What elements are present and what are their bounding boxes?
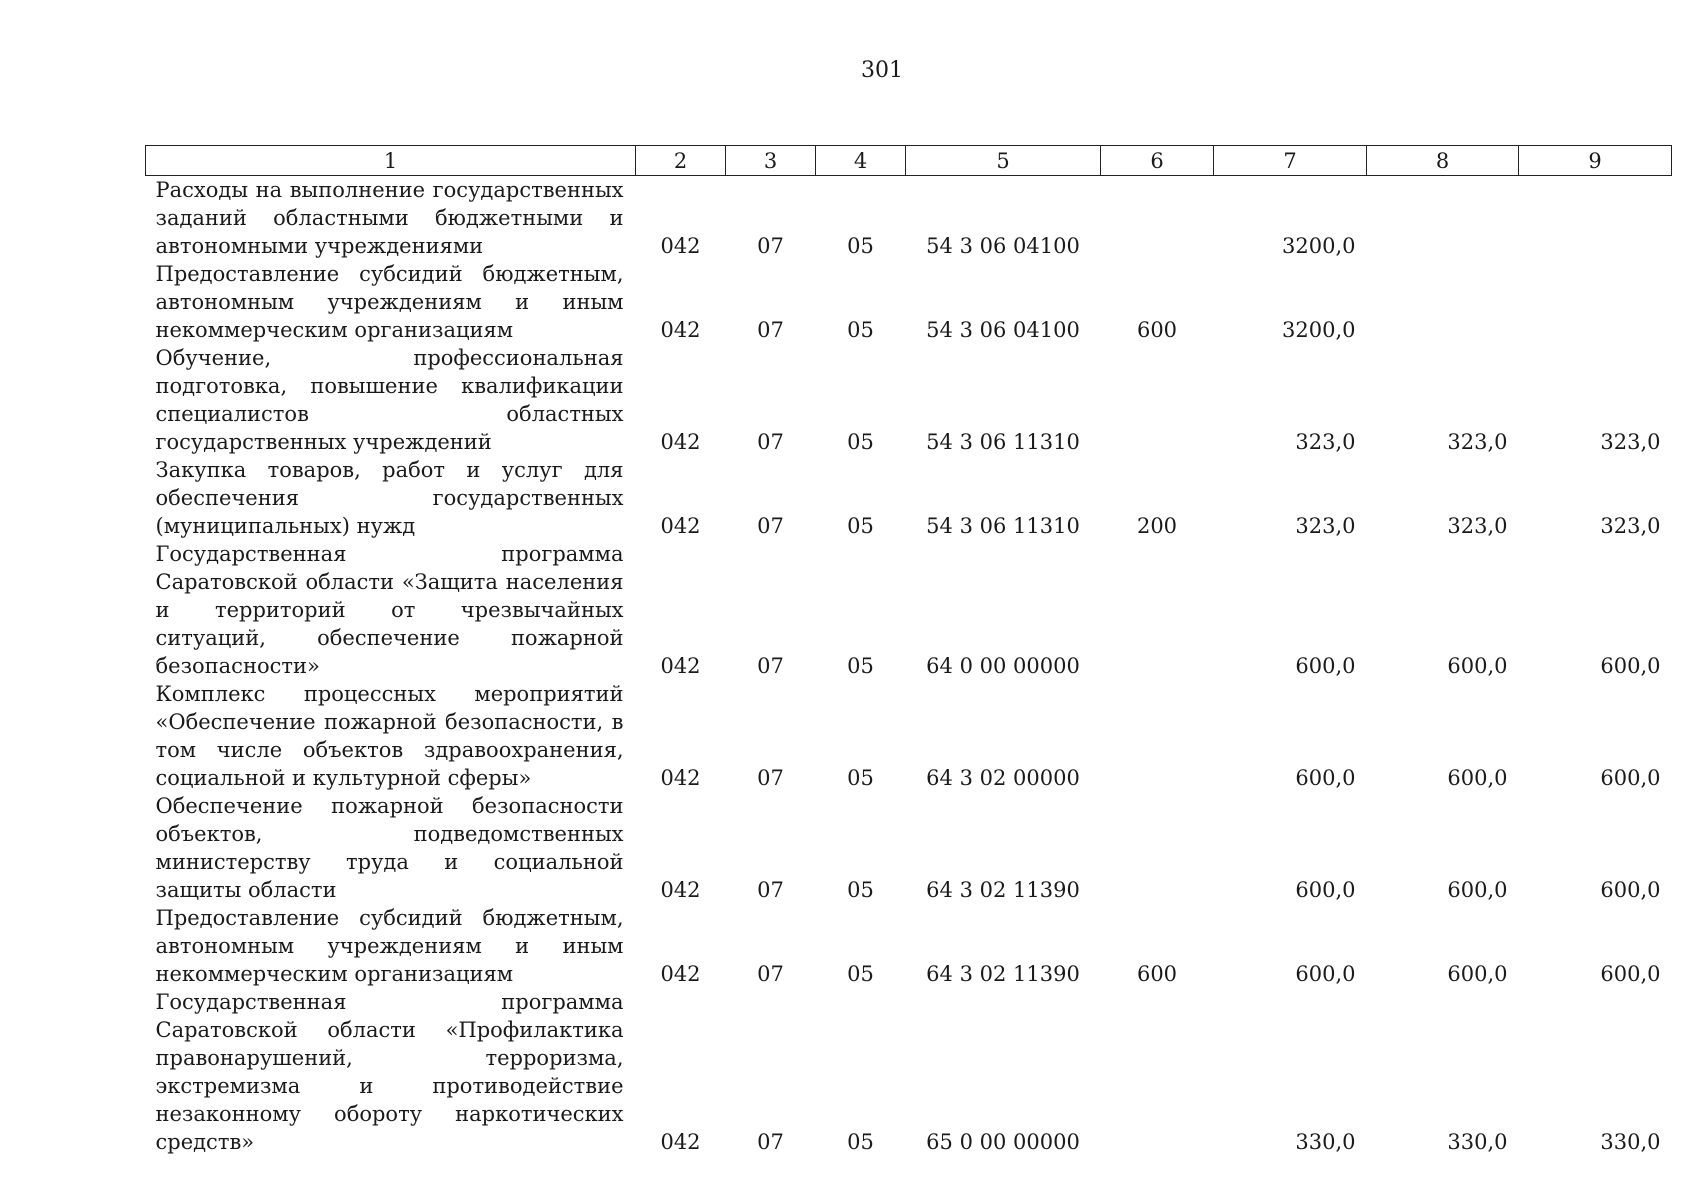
expense-type-cell: 600 bbox=[1136, 962, 1178, 986]
section-cell: 07 bbox=[757, 654, 784, 678]
amount-col8-cell bbox=[1367, 176, 1519, 261]
table-row bbox=[146, 680, 1672, 792]
header-cell: 7 bbox=[1214, 146, 1367, 176]
page-number: 301 bbox=[861, 58, 903, 83]
expense-type-cell bbox=[1101, 540, 1214, 680]
amount-col8-cell: 600,0 bbox=[1447, 962, 1508, 986]
target-article-cell: 54 3 06 11310 bbox=[926, 430, 1080, 454]
table-row bbox=[146, 988, 1672, 1156]
subsection-cell: 05 bbox=[847, 318, 874, 342]
admin-code-cell: 042 bbox=[660, 318, 701, 342]
expense-type-cell bbox=[1101, 792, 1214, 904]
expense-type-cell: 200 bbox=[1136, 514, 1178, 538]
section-cell: 07 bbox=[757, 766, 784, 790]
row-name-cell: Предоставление субсидий бюджетным, автономным учреждениям и иным некоммерческим организациям bbox=[155, 262, 624, 342]
header-cell: 2 bbox=[636, 146, 726, 176]
row-name-cell: Государственная программа Саратовской области «Защита населения и территорий от чрезвычайных ситуаций, обеспечение пожарной безопасности» bbox=[155, 542, 624, 678]
amount-col7-cell: 323,0 bbox=[1295, 514, 1356, 538]
header-cell: 8 bbox=[1367, 146, 1519, 176]
expense-type-cell: 600 bbox=[1136, 318, 1178, 342]
target-article-cell: 64 3 02 11390 bbox=[926, 878, 1080, 902]
section-cell: 07 bbox=[757, 514, 784, 538]
section-cell: 07 bbox=[757, 318, 784, 342]
row-name-cell: Комплекс процессных мероприятий «Обеспечение пожарной безопасности, в том числе объектов здравоохранения, социальной и культурной сферы» bbox=[155, 682, 624, 790]
subsection-cell: 05 bbox=[847, 878, 874, 902]
amount-col9-cell: 600,0 bbox=[1600, 766, 1661, 790]
target-article-cell: 54 3 06 04100 bbox=[926, 234, 1080, 258]
table-row bbox=[146, 540, 1672, 680]
subsection-cell: 05 bbox=[847, 234, 874, 258]
amount-col9-cell: 600,0 bbox=[1600, 878, 1661, 902]
admin-code-cell: 042 bbox=[660, 766, 701, 790]
target-article-cell: 64 3 02 00000 bbox=[926, 766, 1080, 790]
amount-col8-cell: 323,0 bbox=[1447, 430, 1508, 454]
admin-code-cell: 042 bbox=[660, 878, 701, 902]
target-article-cell: 64 0 00 00000 bbox=[926, 654, 1080, 678]
header-row bbox=[146, 146, 1672, 176]
header-cell: 6 bbox=[1101, 146, 1214, 176]
target-article-cell: 65 0 00 00000 bbox=[926, 1130, 1080, 1154]
target-article-cell: 54 3 06 04100 bbox=[926, 318, 1080, 342]
section-cell: 07 bbox=[757, 234, 784, 258]
amount-col8-cell: 330,0 bbox=[1447, 1130, 1508, 1154]
amount-col7-cell: 3200,0 bbox=[1282, 234, 1356, 258]
amount-col8-cell: 600,0 bbox=[1447, 878, 1508, 902]
section-cell: 07 bbox=[757, 962, 784, 986]
expense-type-cell bbox=[1101, 680, 1214, 792]
target-article-cell: 54 3 06 11310 bbox=[926, 514, 1080, 538]
expense-type-cell bbox=[1101, 176, 1214, 261]
row-name-cell: Предоставление субсидий бюджетным, автономным учреждениям и иным некоммерческим организациям bbox=[155, 906, 624, 986]
header-cell: 3 bbox=[726, 146, 816, 176]
amount-col7-cell: 600,0 bbox=[1295, 654, 1356, 678]
amount-col9-cell: 600,0 bbox=[1600, 962, 1661, 986]
amount-col9-cell bbox=[1519, 260, 1672, 344]
amount-col8-cell: 600,0 bbox=[1447, 654, 1508, 678]
header-cell: 9 bbox=[1519, 146, 1672, 176]
budget-table bbox=[145, 145, 1672, 1156]
admin-code-cell: 042 bbox=[660, 962, 701, 986]
table-row bbox=[146, 792, 1672, 904]
table-row bbox=[146, 344, 1672, 456]
subsection-cell: 05 bbox=[847, 654, 874, 678]
row-name-cell: Расходы на выполнение государственных заданий областными бюджетными и автономными учреждениями bbox=[155, 178, 624, 258]
header-cell: 4 bbox=[816, 146, 906, 176]
admin-code-cell: 042 bbox=[660, 234, 701, 258]
amount-col8-cell: 323,0 bbox=[1447, 514, 1508, 538]
amount-col9-cell: 323,0 bbox=[1600, 514, 1661, 538]
table-row bbox=[146, 176, 1672, 261]
header-cell: 1 bbox=[146, 146, 636, 176]
admin-code-cell: 042 bbox=[660, 1130, 701, 1154]
subsection-cell: 05 bbox=[847, 962, 874, 986]
header-cell: 5 bbox=[906, 146, 1101, 176]
amount-col9-cell: 330,0 bbox=[1600, 1130, 1661, 1154]
amount-col9-cell: 600,0 bbox=[1600, 654, 1661, 678]
table-row bbox=[146, 904, 1672, 988]
subsection-cell: 05 bbox=[847, 766, 874, 790]
table-row bbox=[146, 260, 1672, 344]
table-row bbox=[146, 456, 1672, 540]
subsection-cell: 05 bbox=[847, 1130, 874, 1154]
amount-col7-cell: 330,0 bbox=[1295, 1130, 1356, 1154]
row-name-cell: Государственная программа Саратовской области «Профилактика правонарушений, терроризма, экстремизма и противодействие незаконному обороту наркотических средств» bbox=[155, 990, 624, 1154]
amount-col9-cell bbox=[1519, 176, 1672, 261]
expense-type-cell bbox=[1101, 344, 1214, 456]
section-cell: 07 bbox=[757, 878, 784, 902]
subsection-cell: 05 bbox=[847, 430, 874, 454]
expense-type-cell bbox=[1101, 988, 1214, 1156]
amount-col7-cell: 3200,0 bbox=[1282, 318, 1356, 342]
admin-code-cell: 042 bbox=[660, 430, 701, 454]
target-article-cell: 64 3 02 11390 bbox=[926, 962, 1080, 986]
amount-col7-cell: 600,0 bbox=[1295, 878, 1356, 902]
amount-col7-cell: 600,0 bbox=[1295, 766, 1356, 790]
amount-col9-cell: 323,0 bbox=[1600, 430, 1661, 454]
row-name-cell: Обучение, профессиональная подготовка, повышение квалификации специалистов областных государственных учреждений bbox=[155, 346, 624, 454]
admin-code-cell: 042 bbox=[660, 654, 701, 678]
row-name-cell: Закупка товаров, работ и услуг для обеспечения государственных (муниципальных) нужд bbox=[155, 458, 624, 538]
section-cell: 07 bbox=[757, 1130, 784, 1154]
amount-col7-cell: 600,0 bbox=[1295, 962, 1356, 986]
admin-code-cell: 042 bbox=[660, 514, 701, 538]
amount-col8-cell: 600,0 bbox=[1447, 766, 1508, 790]
section-cell: 07 bbox=[757, 430, 784, 454]
subsection-cell: 05 bbox=[847, 514, 874, 538]
amount-col7-cell: 323,0 bbox=[1295, 430, 1356, 454]
amount-col8-cell bbox=[1367, 260, 1519, 344]
row-name-cell: Обеспечение пожарной безопасности объектов, подведомственных министерству труда и социальной защиты области bbox=[155, 794, 624, 902]
